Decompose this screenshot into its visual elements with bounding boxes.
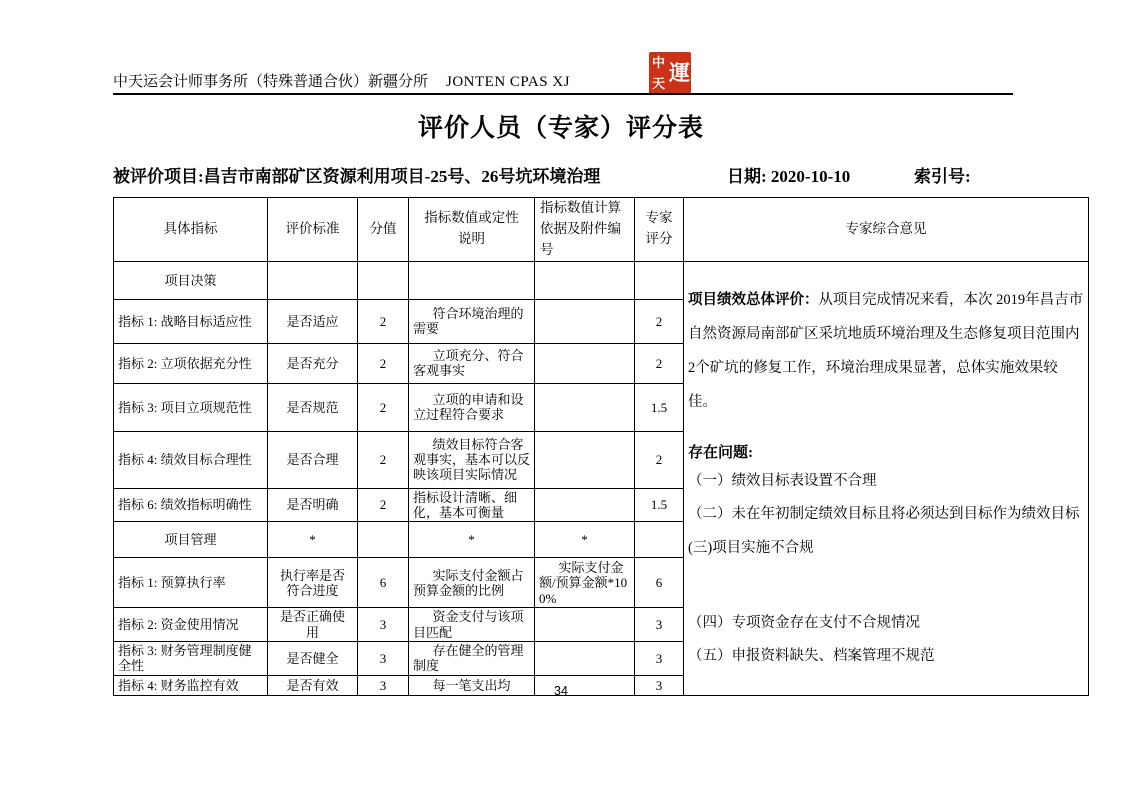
description-cell: 立项的申请和设立过程符合要求	[409, 383, 535, 431]
indicator-cell: 指标 2: 资金使用情况	[114, 608, 268, 642]
indicator-cell: 指标 3: 项目立项规范性	[114, 383, 268, 431]
index-label: 索引号:	[914, 167, 971, 186]
overall-evaluation-label: 项目绩效总体评价：	[688, 291, 819, 308]
description-cell: 立项充分、符合客观事实	[409, 343, 535, 383]
date-value: 2020-10-10	[770, 167, 851, 186]
score-cell: 3	[635, 675, 684, 695]
page-number: 34	[554, 684, 568, 698]
basis-cell	[535, 488, 635, 522]
section-row-decision	[114, 261, 1089, 299]
header-divider	[113, 93, 1013, 95]
points-cell: 2	[358, 383, 409, 431]
issues-group-2	[688, 607, 1084, 674]
table-header-row	[114, 198, 1089, 262]
basis-cell	[535, 642, 635, 676]
points-cell	[358, 261, 409, 299]
issue-item: （四）专项资金存在支付不合规情况	[688, 615, 920, 632]
indicator-cell: 指标 1: 预算执行率	[114, 558, 268, 608]
points-cell: 2	[358, 431, 409, 488]
score-cell	[635, 522, 684, 558]
expert-comments-cell	[684, 261, 1089, 695]
basis-cell	[535, 608, 635, 642]
basis-cell: *	[535, 522, 635, 558]
description-cell: 符合环境治理的需要	[409, 299, 535, 343]
description-cell: 存在健全的管理制度	[409, 642, 535, 676]
criteria-cell: 是否正确使用	[268, 608, 358, 642]
score-cell: 1.5	[635, 488, 684, 522]
column-header-expert-comments: 专家综合意见	[684, 198, 1089, 262]
indicator-cell: 指标 2: 立项依据充分性	[114, 343, 268, 383]
points-cell	[358, 522, 409, 558]
indicator-cell: 指标 4: 绩效目标合理性	[114, 431, 268, 488]
section-cell: 项目决策	[114, 261, 268, 299]
indicator-cell: 指标 1: 战略目标适应性	[114, 299, 268, 343]
indicator-cell: 指标 6: 绩效指标明确性	[114, 488, 268, 522]
indicator-cell: 指标 4: 财务监控有效	[114, 675, 268, 695]
points-cell: 2	[358, 299, 409, 343]
score-cell: 2	[635, 431, 684, 488]
criteria-cell: 是否明确	[268, 488, 358, 522]
score-cell: 3	[635, 642, 684, 676]
points-cell: 2	[358, 343, 409, 383]
basis-cell	[535, 343, 635, 383]
basis-cell	[535, 383, 635, 431]
score-cell: 2	[635, 299, 684, 343]
issue-item: (三)项目实施不合规	[688, 539, 814, 556]
overall-evaluation-text: 从项目完成情况来看，本次 2019年昌吉市自然资源局南部矿区采坑地质环境治理及生态修复项目范围内2个矿坑的修复工作，环境治理成果显著，总体实施效果较佳。	[688, 291, 1084, 410]
criteria-cell	[268, 261, 358, 299]
firm-name-en: JONTEN CPAS XJ	[446, 74, 570, 90]
issues-title: 存在问题:	[688, 445, 753, 462]
description-cell	[409, 261, 535, 299]
criteria-cell: 是否有效	[268, 675, 358, 695]
description-cell: 指标设计清晰、细化，基本可衡量	[409, 488, 535, 522]
date-label: 日期:	[727, 167, 767, 186]
score-cell: 1.5	[635, 383, 684, 431]
letterhead	[113, 70, 570, 91]
criteria-cell: 是否适应	[268, 299, 358, 343]
issue-item: （一）绩效目标表设置不合理	[688, 473, 877, 490]
points-cell: 3	[358, 608, 409, 642]
section-cell: 项目管理	[114, 522, 268, 558]
criteria-cell: 是否充分	[268, 343, 358, 383]
score-cell: 2	[635, 343, 684, 383]
column-header-criteria: 评价标准	[268, 198, 358, 262]
criteria-cell: 是否规范	[268, 383, 358, 431]
column-header-indicator: 具体指标	[114, 198, 268, 262]
seal-char-bottom-left: 天	[651, 76, 665, 91]
page-title: 评价人员（专家）评分表	[417, 115, 704, 142]
company-seal-icon	[649, 52, 691, 94]
description-cell: 每一笔支出均	[409, 675, 535, 695]
column-header-basis: 指标数值计算依据及附件编号	[535, 198, 635, 262]
index-field	[914, 162, 971, 187]
issue-item: （二）未在年初制定绩效目标且将必须达到目标作为绩效目标	[688, 506, 1080, 523]
column-header-points: 分值	[358, 198, 409, 262]
criteria-cell: 是否健全	[268, 642, 358, 676]
project-label: 被评价项目:	[113, 167, 204, 186]
basis-cell	[535, 261, 635, 299]
project-field	[113, 162, 600, 187]
seal-char-top-left: 中	[651, 55, 665, 70]
basis-cell	[535, 431, 635, 488]
date-field	[727, 162, 850, 187]
score-table	[113, 197, 1089, 696]
criteria-cell: 执行率是否符合进度	[268, 558, 358, 608]
seal-char-right: 運	[668, 60, 690, 85]
description-cell: *	[409, 522, 535, 558]
score-cell: 6	[635, 558, 684, 608]
firm-name: 中天运会计师事务所（特殊普通合伙）新疆分所	[113, 74, 429, 90]
indicator-cell: 指标 3: 财务管理制度健全性	[114, 642, 268, 676]
meta-line	[0, 162, 1122, 188]
score-cell	[635, 261, 684, 299]
points-cell: 3	[358, 642, 409, 676]
overall-evaluation	[688, 283, 1084, 419]
criteria-cell: 是否合理	[268, 431, 358, 488]
column-header-description: 指标数值或定性说明	[409, 198, 535, 262]
description-cell: 资金支付与该项目匹配	[409, 608, 535, 642]
points-cell: 3	[358, 675, 409, 695]
points-cell: 6	[358, 558, 409, 608]
description-cell: 绩效目标符合客观事实，基本可以反映该项目实际情况	[409, 431, 535, 488]
issue-item: （五）申报资料缺失、档案管理不规范	[688, 648, 935, 665]
score-cell: 3	[635, 608, 684, 642]
criteria-cell: *	[268, 522, 358, 558]
basis-cell	[535, 299, 635, 343]
basis-cell: 实际支付金额/预算金额*100%	[535, 558, 635, 608]
project-value: 昌吉市南部矿区资源利用项目-25号、26号坑环境治理	[203, 167, 601, 186]
description-cell: 实际支付金额占预算金额的比例	[409, 558, 535, 608]
points-cell: 2	[358, 488, 409, 522]
column-header-expert-score: 专家评分	[635, 198, 684, 262]
